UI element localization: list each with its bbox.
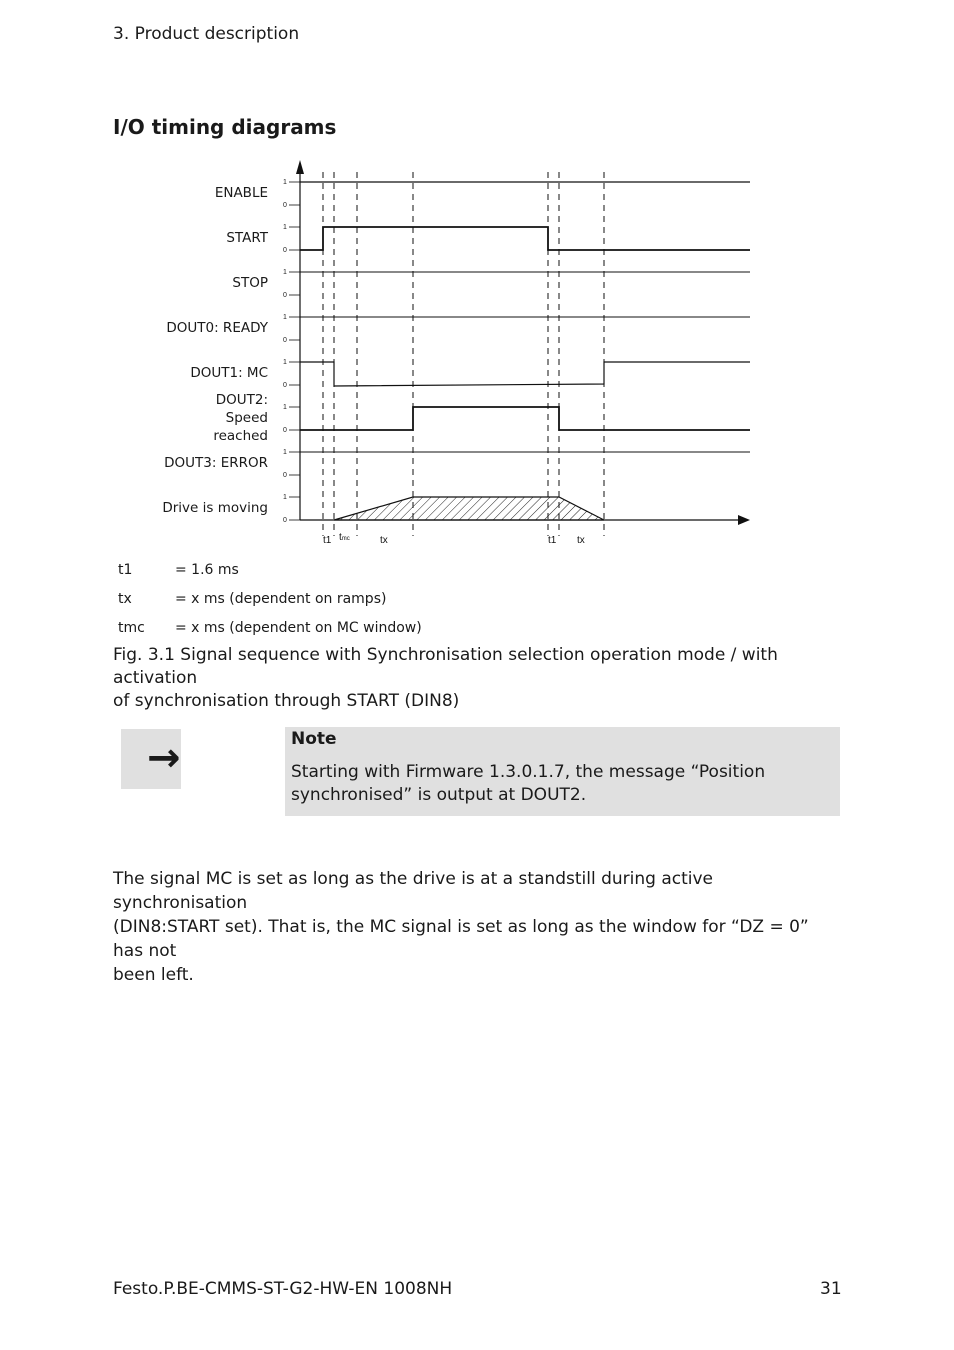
svg-text:0: 0 (283, 292, 287, 299)
legend-tmc: tmc = x ms (dependent on MC window) (118, 620, 422, 636)
signal-label-ready: DOUT0: READY (166, 320, 268, 336)
waveform-moving (334, 497, 604, 520)
svg-text:0: 0 (283, 337, 287, 344)
svg-text:1: 1 (283, 314, 287, 321)
running-header: 3. Product description (113, 24, 300, 44)
svg-text:1: 1 (283, 404, 287, 411)
legend-t1: t1 = 1.6 ms (118, 562, 239, 578)
waveform-speed-reached (300, 407, 750, 430)
note-title: Note (291, 729, 337, 749)
signal-label-enable: ENABLE (214, 185, 268, 201)
label-t1-second: t1 (548, 535, 557, 546)
signal-label-mc: DOUT1: MC (190, 365, 268, 381)
label-tx-second: tx (577, 535, 585, 546)
note-box (285, 727, 840, 816)
svg-text:0: 0 (283, 382, 287, 389)
label-tx-first: tx (380, 535, 388, 546)
svg-text:0: 0 (283, 517, 287, 524)
waveform-start (300, 227, 750, 250)
legend-tx: tx = x ms (dependent on ramps) (118, 591, 387, 607)
svg-text:1: 1 (283, 359, 287, 366)
waveform-mc (300, 362, 750, 386)
svg-text:1: 1 (283, 494, 287, 501)
section-heading: I/O timing diagrams (113, 115, 337, 139)
signal-label-start: START (226, 230, 268, 246)
signal-label-moving: Drive is moving (162, 500, 268, 516)
svg-text:1: 1 (283, 449, 287, 456)
footer-page-number: 31 (820, 1279, 842, 1299)
svg-text:0: 0 (283, 427, 287, 434)
timing-diagram (150, 150, 770, 550)
timing-svg (150, 150, 770, 550)
svg-text:1: 1 (283, 269, 287, 276)
figure-caption: Fig. 3.1 Signal sequence with Synchronisation selection operation mode / with activation of synchronisation through START (DIN8) (113, 645, 778, 711)
svg-text:0: 0 (283, 472, 287, 479)
signal-label-error: DOUT3: ERROR (164, 455, 268, 471)
svg-text:0: 0 (283, 202, 287, 209)
level-labels (283, 179, 287, 524)
svg-text:1: 1 (283, 224, 287, 231)
label-t1-first: t1 (323, 535, 332, 546)
y-axis-arrow-icon (296, 160, 304, 174)
signal-label-speed: Speed (225, 410, 268, 426)
svg-text:0: 0 (283, 247, 287, 254)
right-arrow-icon: → (147, 735, 181, 781)
note-text: Starting with Firmware 1.3.0.1.7, the message “Position synchronised” is output at DOUT2. (291, 762, 766, 805)
body-paragraph: The signal MC is set as long as the drive is at a standstill during active synchronisation (DIN8:START set). That is, the MC signal is set as long as the window for “DZ = 0” has not been left. (113, 869, 809, 985)
signal-label-stop: STOP (232, 275, 268, 291)
signal-label-dout2: DOUT2: (215, 392, 268, 408)
x-axis-arrow-icon (738, 515, 750, 525)
time-labels (323, 532, 585, 546)
svg-text:1: 1 (283, 179, 287, 186)
note-arrow-box (121, 729, 181, 789)
label-tmc: tmc (339, 532, 350, 543)
level-ticks (289, 182, 300, 520)
footer-document-id: Festo.P.BE-CMMS-ST-G2-HW-EN 1008NH (113, 1279, 453, 1299)
signal-label-reached: reached (213, 428, 268, 444)
